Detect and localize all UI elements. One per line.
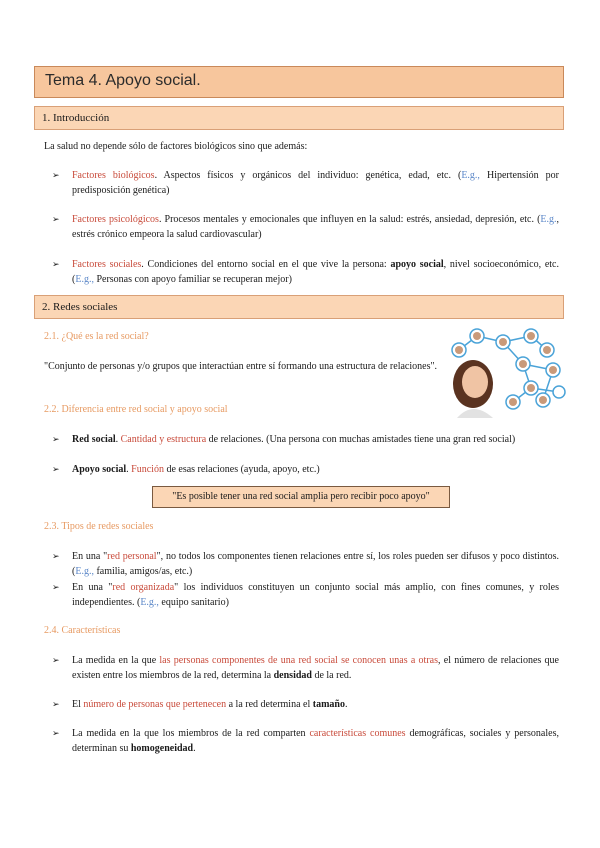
arrow-bullet-icon: ➢ (52, 582, 60, 592)
list-item: ➢ Apoyo social. Función de esas relaciones (ayuda, apoyo, etc.) (52, 464, 320, 475)
section-heading-text: 2. Redes sociales (42, 301, 118, 313)
subheading: 2.2. Diferencia entre red social y apoyo social (44, 404, 228, 415)
list-item: ➢ En una "red organizada" los individuos constituyen un conjunto social más amplio, con fines comunes, y roles independientes. (E.g., equipo sanitario) (52, 582, 559, 608)
arrow-bullet-icon: ➢ (52, 655, 60, 665)
list-item: ➢ Factores psicológicos. Procesos mentales y emocionales que influyen en la salud: estrés, ansiedad, depresión, etc. (E.g., estrés crónico empeora la salud cardiovascular) (52, 214, 560, 240)
arrow-bullet-icon: ➢ (52, 214, 60, 224)
page-title-bar (34, 66, 564, 98)
arrow-bullet-icon: ➢ (52, 259, 60, 269)
social-network-illustration (443, 326, 567, 418)
list-item: ➢ Red social. Cantidad y estructura de relaciones. (Una persona con muchas amistades tiene una gran red social) (52, 434, 516, 445)
arrow-bullet-icon: ➢ (52, 699, 60, 709)
subheading: 2.4. Características (44, 625, 121, 636)
list-item: ➢ En una "red personal", no todos los componentes tienen relaciones entre sí, los roles pueden ser difusos y poco distintos. (E.g., familia, amigos/as, etc.) (52, 551, 559, 577)
list-item: ➢ La medida en la que las personas componentes de una red social se conocen unas a otras, el número de relaciones que existen entre los miembros de la red, determina la densidad de la red. (52, 655, 559, 681)
list-item: ➢ La medida en la que los miembros de la red comparten características comunes demográficas, sociales y personales, determinan su homogeneidad. (52, 728, 559, 754)
arrow-bullet-icon: ➢ (52, 434, 60, 444)
list-item: ➢ El número de personas que pertenecen a la red determina el tamaño. (52, 699, 348, 710)
arrow-bullet-icon: ➢ (52, 464, 60, 474)
quote-box: "Es posible tener una red social amplia pero recibir poco apoyo" (152, 486, 450, 508)
subheading: 2.1. ¿Qué es la red social? (44, 331, 149, 342)
intro-text: La salud no depende sólo de factores biológicos sino que además: (44, 141, 308, 152)
definition-text: "Conjunto de personas y/o grupos que interactúan entre sí formando una estructura de relaciones". (44, 361, 438, 372)
list-item: ➢ Factores biológicos. Aspectos físicos y orgánicos del individuo: genética, edad, etc. (E.g., Hipertensión por predisposición genética) (52, 170, 559, 196)
arrow-bullet-icon: ➢ (52, 551, 60, 561)
arrow-bullet-icon: ➢ (52, 728, 60, 738)
section-heading-redes-sociales (34, 295, 564, 319)
list-item: ➢ Factores sociales. Condiciones del entorno social en el que vive la persona: apoyo social, nivel socioeconómico, etc. (E.g., Personas con apoyo familiar se recuperan mejor) (52, 259, 559, 285)
section-heading-text: 1. Introducción (42, 112, 110, 124)
section-heading-introduccion (34, 106, 564, 130)
arrow-bullet-icon: ➢ (52, 170, 60, 180)
page-title: Tema 4. Apoyo social. (45, 72, 201, 89)
subheading: 2.3. Tipos de redes sociales (44, 521, 154, 532)
